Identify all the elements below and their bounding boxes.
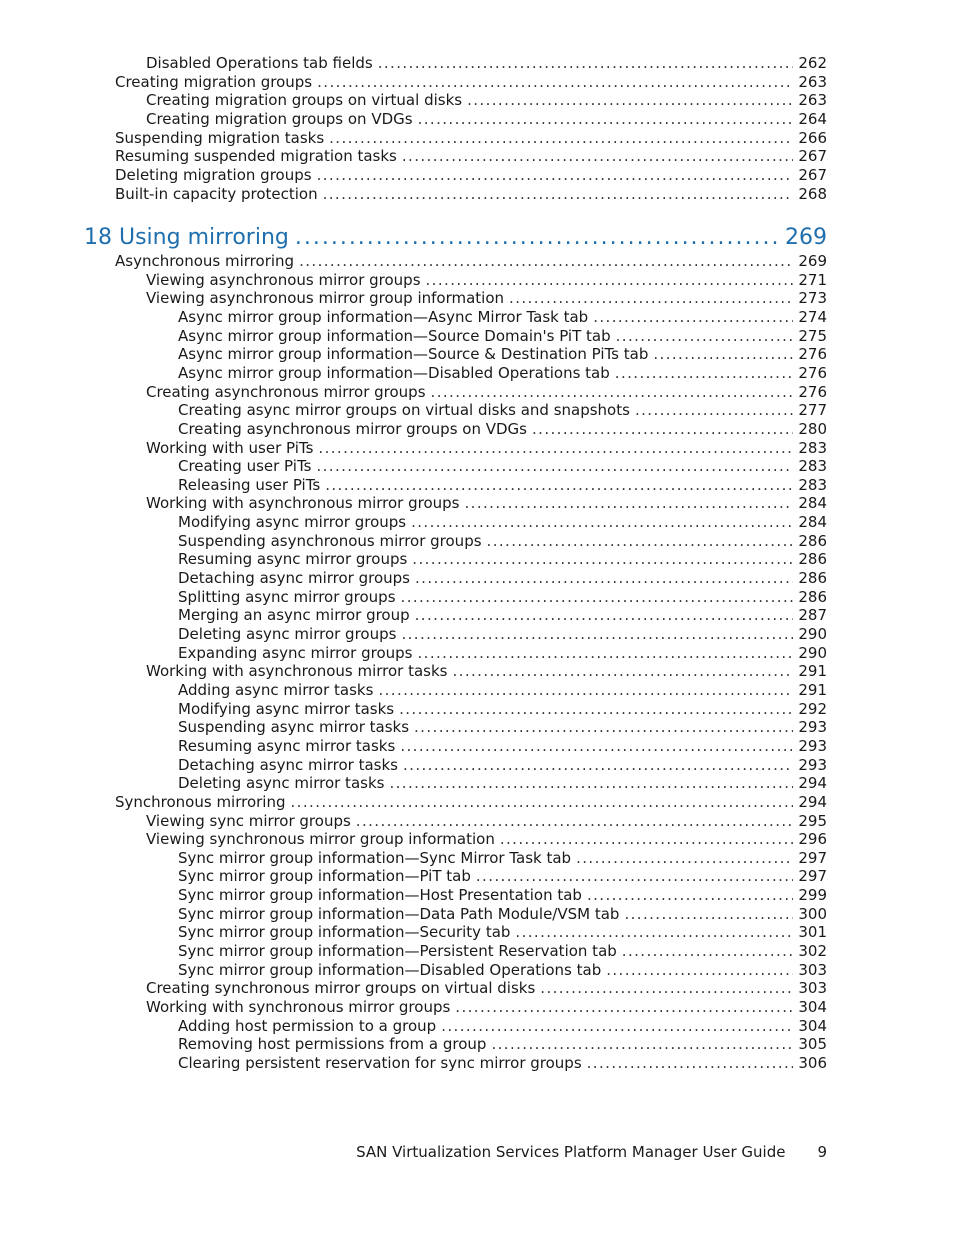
entry-page: 305 xyxy=(798,1035,827,1054)
dot-leader xyxy=(401,625,793,643)
entry-title: Viewing asynchronous mirror group information xyxy=(146,289,505,308)
dot-leader xyxy=(400,737,793,755)
dot-leader xyxy=(299,252,793,270)
entry-title: Working with asynchronous mirror groups xyxy=(146,494,460,513)
entry-title: Splitting async mirror groups xyxy=(178,587,396,606)
dot-leader xyxy=(606,961,793,979)
entry-title: Sync mirror group information—Persistent Reservation tab xyxy=(178,942,617,961)
entry-page: 294 xyxy=(798,792,827,811)
entry-title: Deleting async mirror tasks xyxy=(178,774,385,793)
entry-title: Deleting migration groups xyxy=(115,165,312,184)
entry-page: 276 xyxy=(798,363,827,382)
toc-entry[interactable] xyxy=(115,129,827,147)
entry-page: 266 xyxy=(798,128,827,147)
entry-page: 267 xyxy=(798,147,827,166)
dot-leader xyxy=(426,271,794,289)
toc-entry[interactable] xyxy=(146,662,827,680)
entry-title: Sync mirror group information—Disabled Operations tab xyxy=(178,960,602,979)
dot-leader xyxy=(291,793,794,811)
entry-page: 286 xyxy=(798,531,827,550)
dot-leader xyxy=(402,147,794,165)
dot-leader xyxy=(356,812,794,830)
dot-leader xyxy=(389,774,793,792)
dot-leader xyxy=(532,420,793,438)
entry-title: Working with user PiTs xyxy=(146,438,314,457)
toc-entry[interactable] xyxy=(115,147,827,165)
entry-page: 284 xyxy=(798,513,827,532)
entry-title: Creating migration groups xyxy=(115,72,313,91)
dot-leader xyxy=(587,1054,794,1072)
toc-entry[interactable] xyxy=(178,942,827,960)
entry-page: 286 xyxy=(798,550,827,569)
dot-leader xyxy=(418,110,794,128)
dot-leader xyxy=(317,73,793,91)
entry-title: Creating user PiTs xyxy=(178,457,312,476)
entry-title: Deleting async mirror groups xyxy=(178,625,397,643)
toc-entry[interactable] xyxy=(178,532,827,550)
entry-title: Merging an async mirror group xyxy=(178,606,410,625)
entry-title: Detaching async mirror groups xyxy=(178,569,410,588)
entry-title: Creating async mirror groups on virtual disks and snapshots xyxy=(178,401,630,420)
dot-leader xyxy=(325,476,793,494)
entry-page: 271 xyxy=(798,270,827,289)
entry-title: Adding async mirror tasks xyxy=(178,680,374,699)
dot-leader xyxy=(318,439,793,457)
dot-leader xyxy=(576,849,793,867)
dot-leader xyxy=(467,91,793,109)
toc-entry[interactable] xyxy=(178,905,827,923)
entry-page: 284 xyxy=(798,494,827,513)
entry-page: 304 xyxy=(798,1016,827,1035)
toc-entry[interactable] xyxy=(115,252,827,270)
toc-entry[interactable] xyxy=(146,110,827,128)
entry-page: 295 xyxy=(798,811,827,830)
entry-title: Async mirror group information—Source & Destination PiTs tab xyxy=(178,345,649,364)
toc-entry[interactable] xyxy=(178,756,827,774)
entry-title: Async mirror group information—Disabled Operations tab xyxy=(178,363,610,382)
toc-entry[interactable] xyxy=(178,961,827,979)
entry-title: Working with synchronous mirror groups xyxy=(146,998,451,1016)
toc-entry[interactable] xyxy=(178,457,827,475)
toc-entry[interactable] xyxy=(178,867,827,885)
dot-leader xyxy=(329,129,793,147)
entry-title: Resuming async mirror tasks xyxy=(178,736,396,755)
entry-title: Sync mirror group information—PiT tab xyxy=(178,867,471,886)
entry-page: 302 xyxy=(798,942,827,961)
entry-title: Viewing asynchronous mirror groups xyxy=(146,270,421,289)
toc-entry[interactable] xyxy=(146,439,827,457)
dot-leader xyxy=(441,1017,793,1035)
dot-leader xyxy=(317,166,794,184)
entry-page: 283 xyxy=(798,475,827,494)
toc-entry[interactable] xyxy=(178,886,827,904)
toc-entry[interactable] xyxy=(146,91,827,109)
entry-page: 303 xyxy=(798,960,827,979)
dot-leader xyxy=(615,364,794,382)
toc-entry[interactable] xyxy=(178,401,827,419)
chapter-heading[interactable] xyxy=(84,224,827,252)
entry-page: 267 xyxy=(798,165,827,184)
entry-title: Creating migration groups on virtual disks xyxy=(146,91,463,110)
dot-leader xyxy=(500,830,794,848)
dot-leader xyxy=(515,923,793,941)
entry-page: 293 xyxy=(798,718,827,737)
entry-page: 290 xyxy=(798,625,827,643)
dot-leader xyxy=(509,289,793,307)
toc-entry[interactable] xyxy=(146,289,827,307)
entry-page: 273 xyxy=(798,289,827,308)
entry-title: Removing host permissions from a group xyxy=(178,1035,487,1054)
toc-entry[interactable] xyxy=(178,625,827,643)
entry-title: Async mirror group information—Async Mirror Task tab xyxy=(178,307,589,326)
entry-page: 297 xyxy=(798,848,827,867)
entry-title: Creating asynchronous mirror groups xyxy=(146,382,426,401)
dot-leader xyxy=(431,383,794,401)
dot-leader xyxy=(295,224,779,252)
dot-leader xyxy=(414,718,793,736)
entry-page: 264 xyxy=(798,109,827,128)
entry-page: 268 xyxy=(798,184,827,203)
chapter-page: 269 xyxy=(785,225,827,250)
entry-page: 286 xyxy=(798,587,827,606)
toc-entry[interactable] xyxy=(146,979,827,997)
entry-title: Viewing synchronous mirror group information xyxy=(146,830,495,849)
entry-title: Sync mirror group information—Data Path Module/VSM tab xyxy=(178,904,620,923)
toc-entry[interactable] xyxy=(146,998,827,1016)
toc-entry[interactable] xyxy=(178,737,827,755)
entry-page: 277 xyxy=(798,401,827,420)
entry-page: 293 xyxy=(798,736,827,755)
dot-leader xyxy=(378,54,794,72)
dot-leader xyxy=(624,905,793,923)
dot-leader xyxy=(455,998,793,1016)
entry-title: Working with asynchronous mirror tasks xyxy=(146,662,448,681)
toc-entry[interactable] xyxy=(178,345,827,363)
entry-page: 262 xyxy=(798,54,827,72)
entry-page: 287 xyxy=(798,606,827,625)
toc-entry[interactable] xyxy=(178,774,827,792)
toc-entry[interactable] xyxy=(178,588,827,606)
toc-entry[interactable] xyxy=(178,849,827,867)
toc-entry[interactable] xyxy=(178,569,827,587)
entry-page: 301 xyxy=(798,923,827,942)
page-footer xyxy=(356,1143,827,1161)
entry-title: Releasing user PiTs xyxy=(178,475,321,494)
toc-entry[interactable] xyxy=(178,513,827,531)
dot-leader xyxy=(622,942,794,960)
dot-leader xyxy=(401,588,794,606)
entry-page: 269 xyxy=(798,252,827,270)
entry-title: Sync mirror group information—Host Presentation tab xyxy=(178,886,582,905)
toc-entry[interactable] xyxy=(178,327,827,345)
entry-title: Asynchronous mirroring xyxy=(115,252,295,270)
entry-page: 291 xyxy=(798,662,827,681)
entry-title: Disabled Operations tab fields xyxy=(146,54,373,72)
entry-page: 276 xyxy=(798,382,827,401)
entry-title: Suspending migration tasks xyxy=(115,128,325,147)
toc-entry[interactable] xyxy=(115,166,827,184)
dot-leader xyxy=(491,1035,793,1053)
entry-title: Modifying async mirror groups xyxy=(178,513,407,532)
dot-leader xyxy=(476,867,793,885)
dot-leader xyxy=(540,979,793,997)
entry-title: Built-in capacity protection xyxy=(115,184,318,203)
toc-entry[interactable] xyxy=(115,185,827,203)
entry-title: Async mirror group information—Source Domain's PiT tab xyxy=(178,326,611,345)
dot-leader xyxy=(415,569,793,587)
entry-title: Expanding async mirror groups xyxy=(178,643,413,662)
entry-page: 303 xyxy=(798,979,827,998)
entry-title: Creating migration groups on VDGs xyxy=(146,109,413,128)
dot-leader xyxy=(412,550,793,568)
toc-entry[interactable] xyxy=(178,550,827,568)
toc-entry[interactable] xyxy=(146,812,827,830)
entry-title: Suspending async mirror tasks xyxy=(178,718,410,737)
toc-entry[interactable] xyxy=(178,1054,827,1072)
entry-page: 263 xyxy=(798,91,827,110)
dot-leader xyxy=(453,662,794,680)
dot-leader xyxy=(593,308,793,326)
entry-page: 286 xyxy=(798,569,827,588)
toc-entry[interactable] xyxy=(178,1017,827,1035)
dot-leader xyxy=(587,886,793,904)
entry-title: Creating synchronous mirror groups on virtual disks xyxy=(146,979,536,998)
entry-page: 280 xyxy=(798,419,827,438)
toc-entry[interactable] xyxy=(178,1035,827,1053)
toc-entry[interactable] xyxy=(178,476,827,494)
toc-entry[interactable] xyxy=(115,73,827,91)
entry-title: Suspending asynchronous mirror groups xyxy=(178,531,482,550)
toc-entry[interactable] xyxy=(146,830,827,848)
entry-page: 274 xyxy=(798,307,827,326)
dot-leader xyxy=(616,327,794,345)
entry-page: 292 xyxy=(798,699,827,718)
toc-entry[interactable] xyxy=(146,494,827,512)
toc-entry[interactable] xyxy=(178,718,827,736)
dot-leader xyxy=(415,606,794,624)
entry-title: Synchronous mirroring xyxy=(115,792,286,811)
toc-entry[interactable] xyxy=(146,383,827,401)
dot-leader xyxy=(653,345,793,363)
entry-title: Detaching async mirror tasks xyxy=(178,755,398,774)
entry-page: 296 xyxy=(798,830,827,849)
dot-leader xyxy=(403,756,793,774)
toc-entry[interactable] xyxy=(178,923,827,941)
entry-page: 299 xyxy=(798,886,827,905)
toc-entry[interactable] xyxy=(178,364,827,382)
dot-leader xyxy=(411,513,793,531)
entry-page: 306 xyxy=(798,1053,827,1072)
dot-leader xyxy=(487,532,794,550)
entry-page: 290 xyxy=(798,643,827,662)
entry-title: Modifying async mirror tasks xyxy=(178,699,395,718)
entry-title: Resuming async mirror groups xyxy=(178,550,408,569)
entry-title: Resuming suspended migration tasks xyxy=(115,147,397,166)
toc-entry[interactable] xyxy=(146,54,827,72)
entry-page: 263 xyxy=(798,72,827,91)
dot-leader xyxy=(417,644,793,662)
dot-leader xyxy=(316,457,793,475)
entry-page: 275 xyxy=(798,326,827,345)
entry-title: Creating asynchronous mirror groups on VDGs xyxy=(178,419,527,438)
entry-title: Viewing sync mirror groups xyxy=(146,811,351,830)
entry-page: 304 xyxy=(798,998,827,1016)
entry-page: 276 xyxy=(798,345,827,364)
toc-entry[interactable] xyxy=(178,308,827,326)
dot-leader xyxy=(464,494,793,512)
dot-leader xyxy=(635,401,793,419)
footer-title: SAN Virtualization Services Platform Manager User Guide xyxy=(356,1143,786,1161)
dot-leader xyxy=(323,185,794,203)
toc-entry[interactable] xyxy=(178,606,827,624)
toc-entry[interactable] xyxy=(178,681,827,699)
dot-leader xyxy=(378,681,793,699)
entry-page: 294 xyxy=(798,774,827,793)
chapter-title: 18 Using mirroring xyxy=(84,225,289,250)
toc-entry[interactable] xyxy=(178,420,827,438)
entry-title: Clearing persistent reservation for sync mirror groups xyxy=(178,1053,582,1072)
toc-entry[interactable] xyxy=(146,271,827,289)
toc-entry[interactable] xyxy=(178,700,827,718)
entry-page: 283 xyxy=(798,438,827,457)
toc-entry[interactable] xyxy=(178,644,827,662)
entry-title: Sync mirror group information—Sync Mirror Task tab xyxy=(178,848,572,867)
entry-title: Adding host permission to a group xyxy=(178,1016,437,1035)
entry-page: 297 xyxy=(798,867,827,886)
entry-page: 300 xyxy=(798,904,827,923)
entry-page: 291 xyxy=(798,680,827,699)
toc-entry[interactable] xyxy=(115,793,827,811)
page-number: 9 xyxy=(817,1143,827,1161)
entry-title: Sync mirror group information—Security tab xyxy=(178,923,511,942)
entry-page: 283 xyxy=(798,457,827,476)
entry-page: 293 xyxy=(798,755,827,774)
dot-leader xyxy=(399,700,793,718)
